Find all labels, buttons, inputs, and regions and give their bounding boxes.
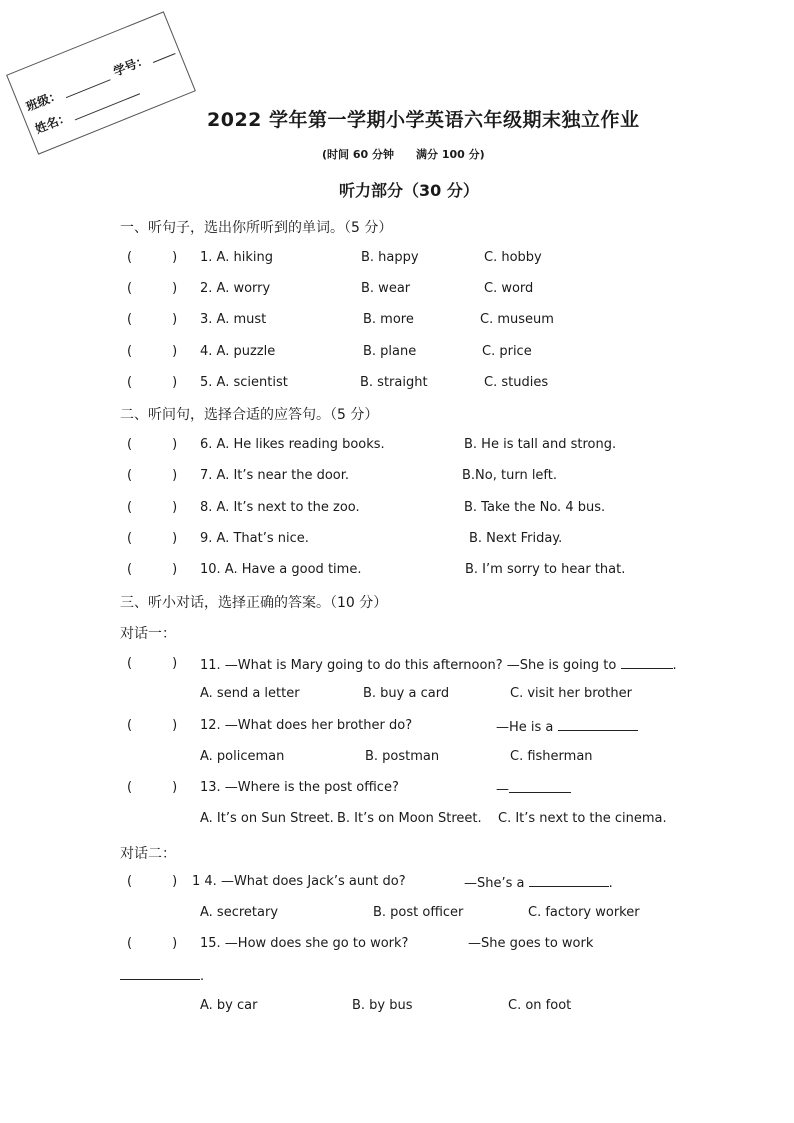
response-text: —He is a bbox=[496, 718, 638, 735]
option-b: B. plane bbox=[363, 344, 417, 359]
option-a: 6. A. He likes reading books. bbox=[200, 437, 385, 452]
option-c: C. studies bbox=[484, 375, 549, 390]
answer-bracket[interactable]: ( ) bbox=[127, 562, 178, 577]
response-continuation: . bbox=[120, 967, 204, 984]
listening-section-title: 听力部分（30 分） bbox=[339, 181, 479, 200]
option-b: B.No, turn left. bbox=[462, 468, 558, 483]
answer-bracket[interactable]: ( ) bbox=[127, 312, 178, 327]
dialog2-label: 对话二： bbox=[120, 846, 176, 862]
answer-bracket[interactable]: ( ) bbox=[127, 718, 178, 733]
score-info: 满分 100 分) bbox=[416, 148, 485, 161]
option-a: 2. A. worry bbox=[200, 281, 271, 296]
option-a: A. secretary bbox=[200, 905, 279, 920]
option-b: B. He is tall and strong. bbox=[464, 437, 617, 452]
option-b: B. Next Friday. bbox=[469, 531, 563, 546]
dialog1-label: 对话一： bbox=[120, 626, 176, 642]
option-b: B. straight bbox=[360, 375, 428, 390]
answer-bracket[interactable]: ( ) bbox=[127, 250, 178, 265]
answer-bracket[interactable]: ( ) bbox=[127, 656, 178, 671]
answer-blank[interactable] bbox=[509, 780, 571, 793]
option-b: B. postman bbox=[365, 749, 440, 764]
student-id-field[interactable] bbox=[153, 53, 176, 63]
option-c: C. It’s next to the cinema. bbox=[498, 811, 667, 826]
class-label: 班级： bbox=[24, 87, 63, 115]
part1-heading: 一、听句子，选出你所听到的单词。（5 分） bbox=[120, 220, 393, 236]
option-b: B. more bbox=[363, 312, 414, 327]
option-a: A. send a letter bbox=[200, 686, 300, 701]
option-a: A. policeman bbox=[200, 749, 285, 764]
option-c: C. fisherman bbox=[510, 749, 593, 764]
answer-bracket[interactable]: ( ) bbox=[127, 874, 178, 889]
option-a: A. by car bbox=[200, 998, 258, 1013]
option-b: B. Take the No. 4 bus. bbox=[464, 500, 606, 515]
question-text: 1 4. —What does Jack’s aunt do? bbox=[192, 874, 406, 889]
option-c: C. on foot bbox=[508, 998, 572, 1013]
question-text: 13. —Where is the post office? bbox=[200, 780, 399, 795]
question-text: 11. —What is Mary going to do this afternoon? —She is going to . bbox=[200, 658, 677, 673]
option-a: 3. A. must bbox=[200, 312, 267, 327]
option-b: B. by bus bbox=[352, 998, 413, 1013]
answer-bracket[interactable]: ( ) bbox=[127, 531, 178, 546]
option-b: B. I’m sorry to hear that. bbox=[465, 562, 626, 577]
answer-bracket[interactable]: ( ) bbox=[127, 468, 178, 483]
exam-subtitle bbox=[322, 146, 485, 162]
option-c: C. word bbox=[484, 281, 534, 296]
response-text: —She goes to work bbox=[468, 936, 594, 951]
answer-bracket[interactable]: ( ) bbox=[127, 281, 178, 296]
name-label: 姓名： bbox=[33, 109, 72, 137]
answer-bracket[interactable]: ( ) bbox=[127, 344, 178, 359]
part3-heading: 三、听小对话，选择正确的答案。（10 分） bbox=[120, 595, 388, 611]
option-a: 5. A. scientist bbox=[200, 375, 288, 390]
option-a: 9. A. That’s nice. bbox=[200, 531, 309, 546]
time-info: (时间 60 分钟 bbox=[322, 148, 394, 161]
option-b: B. happy bbox=[361, 250, 419, 265]
option-c: C. museum bbox=[480, 312, 554, 327]
option-b: B. post officer bbox=[373, 905, 464, 920]
answer-bracket[interactable]: ( ) bbox=[127, 437, 178, 452]
answer-blank[interactable] bbox=[529, 874, 609, 887]
option-a: 1. A. hiking bbox=[200, 250, 273, 265]
option-b: B. It’s on Moon Street. bbox=[337, 811, 482, 826]
question-text: 12. —What does her brother do? bbox=[200, 718, 413, 733]
option-c: C. price bbox=[482, 344, 532, 359]
answer-bracket[interactable]: ( ) bbox=[127, 936, 178, 951]
option-c: C. factory worker bbox=[528, 905, 640, 920]
option-b: B. wear bbox=[361, 281, 411, 296]
answer-bracket[interactable]: ( ) bbox=[127, 780, 178, 795]
option-c: C. hobby bbox=[484, 250, 542, 265]
part2-heading: 二、听问句，选择合适的应答句。（5 分） bbox=[120, 407, 379, 423]
option-c: C. visit her brother bbox=[510, 686, 632, 701]
exam-title: 2022 学年第一学期小学英语六年级期末独立作业 bbox=[207, 109, 640, 131]
option-a: 7. A. It’s near the door. bbox=[200, 468, 350, 483]
answer-blank[interactable] bbox=[621, 656, 673, 669]
name-field[interactable] bbox=[75, 93, 140, 120]
question-text: 15. —How does she go to work? bbox=[200, 936, 409, 951]
answer-bracket[interactable]: ( ) bbox=[127, 500, 178, 515]
class-field[interactable] bbox=[66, 79, 111, 98]
option-a: 8. A. It’s next to the zoo. bbox=[200, 500, 360, 515]
response-text: —She’s a . bbox=[464, 876, 613, 891]
student-id-label: 学号： bbox=[111, 52, 150, 79]
answer-bracket[interactable]: ( ) bbox=[127, 375, 178, 390]
option-a: 10. A. Have a good time. bbox=[200, 562, 362, 577]
answer-blank[interactable] bbox=[120, 967, 200, 980]
response-text: — bbox=[496, 780, 571, 797]
option-a: A. It’s on Sun Street. bbox=[200, 811, 334, 826]
option-a: 4. A. puzzle bbox=[200, 344, 276, 359]
student-info-box bbox=[6, 11, 196, 154]
answer-blank[interactable] bbox=[558, 718, 638, 731]
option-b: B. buy a card bbox=[363, 686, 450, 701]
